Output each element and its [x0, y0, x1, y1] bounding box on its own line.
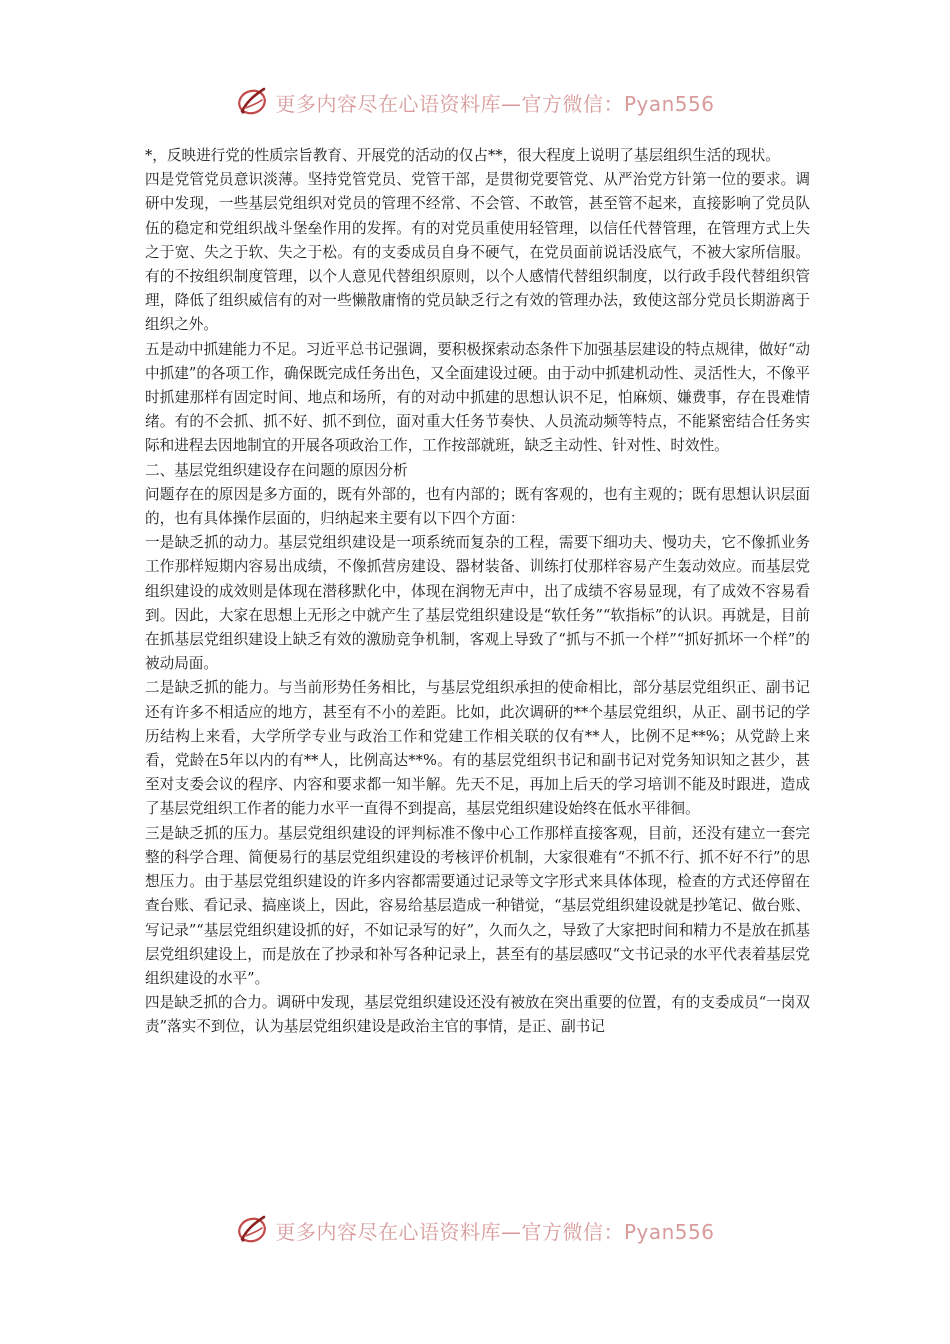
footer-watermark-text: 更多内容尽在心语资料库—官方微信：Pyan556 [275, 1219, 715, 1244]
paragraph: 一是缺乏抓的动力。基层党组织建设是一项系统而复杂的工程，需要下细功夫、慢功夫，它不像抓业务工作那样短期内容易出成绩，不像抓营房建设、器材装备、训练打仗那样容易产生轰动效应。而基层党组织建设的成效则是体现在潜移默化中，体现在润物无声中，出了成绩不容易显现，有了成效不容易看到。因此，大家在思想上无形之中就产生了基层党组织建设是“软任务”“软指标”的认识。再就是，目前在抓基层党组织建设上缺乏有效的激励竞争机制，客观上导致了“抓与不抓一个样”“抓好抓坏一个样”的被动局面。 [145, 534, 810, 673]
document-body [145, 144, 810, 1040]
paragraph: 问题存在的原因是多方面的，既有外部的，也有内部的；既有客观的，也有主观的；既有思想认识层面的，也有具体操作层面的，归纳起来主要有以下四个方面： [145, 485, 810, 528]
paragraph: *，反映进行党的性质宗旨教育、开展党的活动的仅占**，很大程度上说明了基层组织生活的现状。 [145, 147, 780, 164]
pen-signature-logo-icon [235, 84, 271, 120]
paragraph: 四是党管党员意识淡薄。坚持党管党员、党管干部，是贯彻党要管党、从严治党方针第一位的要求。调研中发现，一些基层党组织对党员的管理不经常、不会管、不敢管，甚至管不起来，直接影响了党员队伍的稳定和党组织战斗堡垒作用的发挥。有的对党员重使用轻管理，以信任代替管理，在管理方式上失之于宽、失之于软、失之于松。有的支委成员自身不硬气，在党员面前说话没底气，不被大家所信服。有的不按组织制度管理，以个人意见代替组织原则，以个人感情代替组织制度，以行政手段代替组织管理，降低了组织威信有的对一些懒散庸惰的党员缺乏行之有效的管理办法，致使这部分党员长期游离于组织之外。 [145, 171, 810, 334]
paragraph: 五是动中抓建能力不足。习近平总书记强调，要积极探索动态条件下加强基层建设的特点规律，做好“动中抓建”的各项工作，确保既完成任务出色，又全面建设过硬。由于动中抓建机动性、灵活性大，不像平时抓建那样有固定时间、地点和场所，有的对动中抓建的思想认识不足，怕麻烦、嫌费事，存在畏难情绪。有的不会抓、抓不好、抓不到位，面对重大任务节奏快、人员流动频等特点，不能紧密结合任务实际和进程去因地制宜的开展各项政治工作，工作按部就班，缺乏主动性、针对性、时效性。 [145, 340, 810, 455]
pen-signature-logo-icon [235, 1212, 271, 1248]
header-watermark-text: 更多内容尽在心语资料库—官方微信：Pyan556 [275, 91, 715, 116]
paragraph: 三是缺乏抓的压力。基层党组织建设的评判标准不像中心工作那样直接客观，目前，还没有建立一套完整的科学合理、简便易行的基层党组织建设的考核评价机制，大家很难有“不抓不行、抓不好不行”的思想压力。由于基层党组织建设的许多内容都需要通过记录等文字形式来具体体现，检查的方式还停留在查台账、看记录、搞座谈上，因此，容易给基层造成一种错觉，“基层党组织建设就是抄笔记、做台账、写记录”“基层党组织建设抓的好，不如记录写的好”，久而久之，导致了大家把时间和精力不是放在抓基层党组织建设上，而是放在了抄录和补写各种记录上，甚至有的基层感叹“文书记录的水平代表着基层党组织建设的水平”。 [145, 824, 810, 987]
paragraph: 四是缺乏抓的合力。调研中发现，基层党组织建设还没有被放在突出重要的位置，有的支委成员“一岗双责”落实不到位，认为基层党组织建设是政治主官的事情，是正、副书记 [145, 994, 810, 1036]
paragraph: 二是缺乏抓的能力。与当前形势任务相比，与基层党组织承担的使命相比，部分基层党组织正、副书记还有许多不相适应的地方，甚至有不小的差距。比如，此次调研的**个基层党组织，从正、副书记的学历结构上来看，大学所学专业与政治工作和党建工作相关联的仅有**人，比例不足**%；从党龄上来看，党龄在5年以内的有**人，比例高达**%。有的基层党组织书记和副书记对党务知识知之甚少，甚至对支委会议的程序、内容和要求都一知半解。先天不足，再加上后天的学习培训不能及时跟进，造成了基层党组织工作者的能力水平一直得不到提高，基层党组织建设始终在低水平徘徊。 [145, 679, 810, 818]
section-heading: 二、基层党组织建设存在问题的原因分析 [145, 461, 408, 479]
header-watermark-banner [0, 80, 950, 124]
footer-watermark-banner [0, 1208, 950, 1252]
